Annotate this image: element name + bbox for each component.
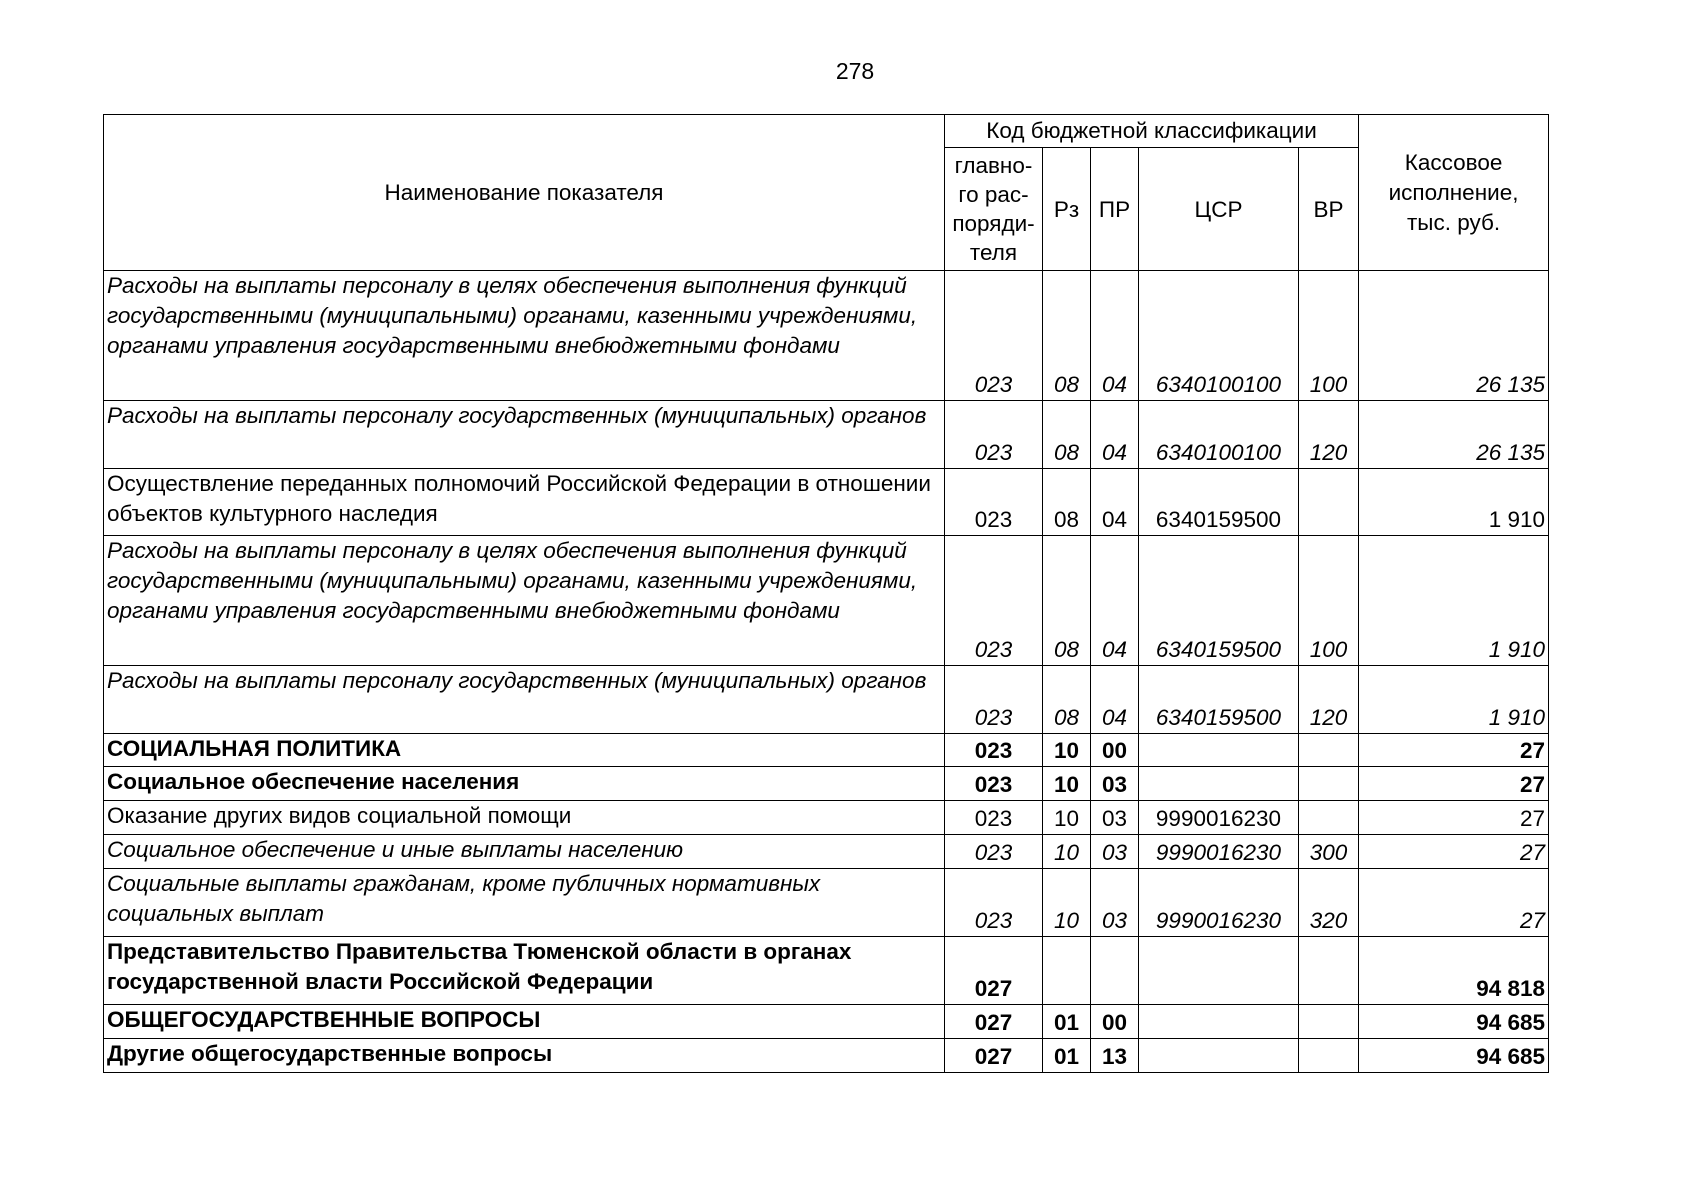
header-name: Наименование показателя [104,115,945,271]
table-row [104,469,1549,536]
cell-pr: 04 [1091,469,1139,536]
cell-gr: 027 [945,1005,1043,1039]
cell-vr [1299,767,1359,801]
cell-pr: 04 [1091,536,1139,666]
cell-rz: 08 [1043,469,1091,536]
table-row [104,271,1549,401]
cell-gr: 023 [945,401,1043,469]
cell-name: Расходы на выплаты персоналу государственных (муниципальных) органов [104,666,945,734]
cell-amount: 94 685 [1359,1039,1549,1073]
header-vr: ВР [1299,148,1359,271]
cell-rz: 08 [1043,271,1091,401]
cell-pr: 04 [1091,401,1139,469]
cell-name: Социальное обеспечение и иные выплаты населению [104,835,945,869]
cell-gr: 023 [945,666,1043,734]
cell-rz: 08 [1043,666,1091,734]
cell-csr [1139,1005,1299,1039]
cell-vr: 120 [1299,401,1359,469]
cell-amount: 27 [1359,835,1549,869]
cell-vr [1299,801,1359,835]
table-row [104,1005,1549,1039]
cell-pr: 13 [1091,1039,1139,1073]
cell-csr: 6340100100 [1139,401,1299,469]
cell-pr: 03 [1091,767,1139,801]
cell-name: Представительство Правительства Тюменской области в органах государственной власти Российской Федерации [104,937,945,1005]
cell-amount: 27 [1359,869,1549,937]
cell-vr: 100 [1299,271,1359,401]
cell-name: Осуществление переданных полномочий Российской Федерации в отношении объектов культурного наследия [104,469,945,536]
cell-vr: 120 [1299,666,1359,734]
cell-rz: 01 [1043,1039,1091,1073]
cell-name: Социальное обеспечение населения [104,767,945,801]
cell-gr: 023 [945,469,1043,536]
cell-csr: 6340159500 [1139,666,1299,734]
cell-gr: 023 [945,734,1043,767]
cell-gr: 023 [945,869,1043,937]
cell-amount: 1 910 [1359,666,1549,734]
cell-csr: 9990016230 [1139,835,1299,869]
cell-amount: 27 [1359,801,1549,835]
cell-amount: 26 135 [1359,401,1549,469]
cell-csr [1139,734,1299,767]
cell-rz: 10 [1043,835,1091,869]
cell-csr: 6340159500 [1139,536,1299,666]
header-amount: Кассовое исполнение, тыс. руб. [1359,115,1549,271]
budget-table [103,114,1549,1073]
cell-gr: 023 [945,835,1043,869]
cell-vr [1299,1005,1359,1039]
cell-name: Оказание других видов социальной помощи [104,801,945,835]
cell-rz: 08 [1043,401,1091,469]
cell-vr [1299,1039,1359,1073]
cell-csr: 9990016230 [1139,869,1299,937]
cell-csr [1139,767,1299,801]
cell-rz [1043,937,1091,1005]
header-pr: ПР [1091,148,1139,271]
cell-rz: 01 [1043,1005,1091,1039]
cell-name: Расходы на выплаты персоналу в целях обеспечения выполнения функций государственными (муниципальными) органами, казенными учреждениями, органами управления государственными внебюджетными фондами [104,271,945,401]
cell-gr: 023 [945,536,1043,666]
page-number: 278 [835,58,875,84]
cell-name: СОЦИАЛЬНАЯ ПОЛИТИКА [104,734,945,767]
table-row [104,835,1549,869]
cell-csr: 6340159500 [1139,469,1299,536]
cell-rz: 10 [1043,801,1091,835]
cell-amount: 1 910 [1359,536,1549,666]
cell-gr: 027 [945,937,1043,1005]
table-row [104,666,1549,734]
cell-vr: 100 [1299,536,1359,666]
cell-name: ОБЩЕГОСУДАРСТВЕННЫЕ ВОПРОСЫ [104,1005,945,1039]
table-row [104,801,1549,835]
cell-vr [1299,469,1359,536]
cell-vr [1299,734,1359,767]
cell-gr: 023 [945,767,1043,801]
cell-gr: 023 [945,271,1043,401]
cell-rz: 10 [1043,734,1091,767]
cell-vr [1299,937,1359,1005]
cell-rz: 08 [1043,536,1091,666]
cell-csr [1139,1039,1299,1073]
table-row [104,401,1549,469]
cell-vr: 320 [1299,869,1359,937]
table-row [104,937,1549,1005]
table-row [104,734,1549,767]
cell-amount: 1 910 [1359,469,1549,536]
cell-pr: 00 [1091,1005,1139,1039]
cell-rz: 10 [1043,767,1091,801]
cell-csr [1139,937,1299,1005]
cell-gr: 027 [945,1039,1043,1073]
cell-name: Другие общегосударственные вопросы [104,1039,945,1073]
cell-pr [1091,937,1139,1005]
cell-gr: 023 [945,801,1043,835]
cell-amount: 94 685 [1359,1005,1549,1039]
header-classification-code: Код бюджетной классификации [945,115,1359,148]
header-rz: Рз [1043,148,1091,271]
cell-amount: 94 818 [1359,937,1549,1005]
table-row [104,869,1549,937]
table-row [104,1039,1549,1073]
cell-pr: 03 [1091,801,1139,835]
cell-amount: 27 [1359,734,1549,767]
cell-name: Социальные выплаты гражданам, кроме публичных нормативных социальных выплат [104,869,945,937]
cell-pr: 03 [1091,869,1139,937]
cell-amount: 26 135 [1359,271,1549,401]
cell-pr: 00 [1091,734,1139,767]
table-row [104,536,1549,666]
cell-csr: 6340100100 [1139,271,1299,401]
cell-csr: 9990016230 [1139,801,1299,835]
cell-name: Расходы на выплаты персоналу в целях обеспечения выполнения функций государственными (муниципальными) органами, казенными учреждениями, органами управления государственными внебюджетными фондами [104,536,945,666]
cell-name: Расходы на выплаты персоналу государственных (муниципальных) органов [104,401,945,469]
table-row [104,767,1549,801]
cell-pr: 04 [1091,271,1139,401]
cell-pr: 03 [1091,835,1139,869]
cell-vr: 300 [1299,835,1359,869]
header-csr: ЦСР [1139,148,1299,271]
header-gr: главно-го рас-поряди-теля [945,148,1043,271]
cell-amount: 27 [1359,767,1549,801]
cell-pr: 04 [1091,666,1139,734]
cell-rz: 10 [1043,869,1091,937]
